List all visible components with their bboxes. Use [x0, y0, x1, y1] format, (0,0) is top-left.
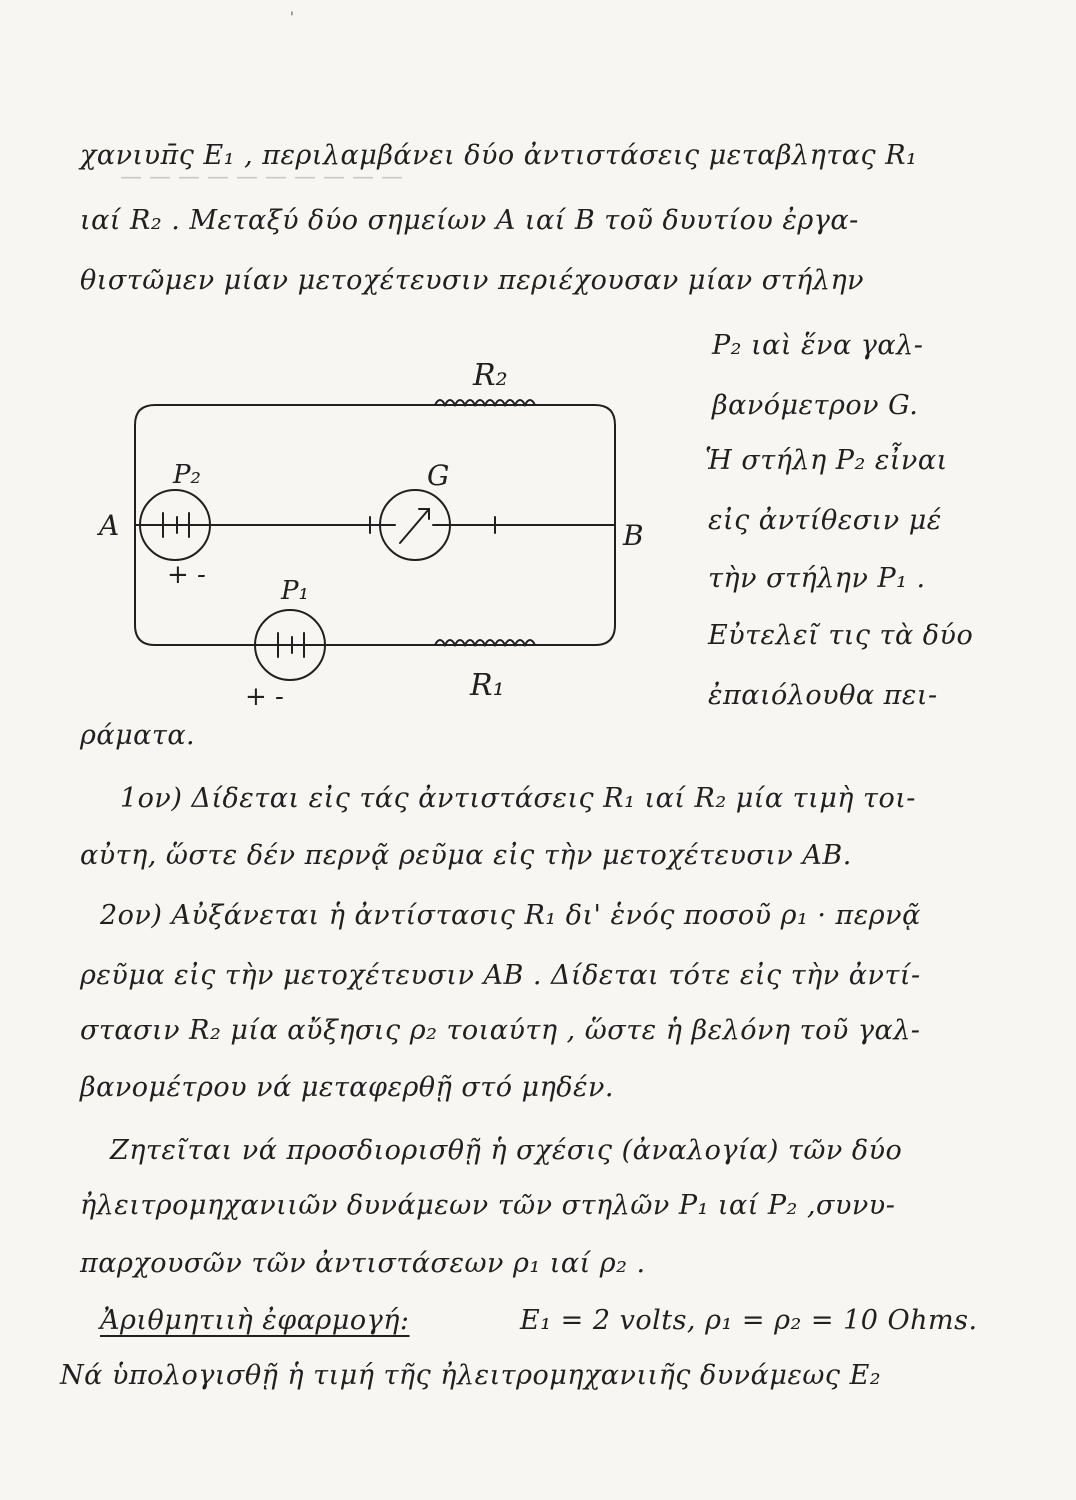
text-line-1: χανιυπ̄ς E₁ , περιλαμβάνει δύο ἀντιστάσεις μεταβλητας R₁ — [80, 140, 918, 171]
label-a: A — [99, 509, 120, 542]
galvanometer-needle — [400, 509, 429, 543]
circuit-diagram — [95, 355, 685, 715]
label-plus-minus-top: + - — [167, 560, 206, 590]
text-line-14: 2ον) Αὐξάνεται ἡ ἀντίστασις R₁ δι' ἑνός ποσοῦ ρ₁ · περνᾷ — [100, 900, 921, 931]
text-line-17: βανομέτρου νά μεταφερθῇ στό μηδέν. — [80, 1072, 614, 1103]
label-r2: R₂ — [473, 358, 508, 393]
label-g: G — [427, 459, 450, 492]
text-line-5: βανόμετρον G. — [712, 390, 919, 421]
document-page: — — — — — — — — — — ' χανιυπ̄ς E₁ , περιλαμβάνει δύο ἀντιστάσεις μεταβλητας R₁ ιαί R₂ . Μεταξύ δύο σημείων A ιαί B τοῦ δυυτίου ἐργα- θιστῶμεν μίαν μετοχέτευσιν περιέχουσαν μίαν στήλην P₂ ιαὶ ἕνα γαλ- βανόμετρον G. Ἡ στήλη P₂ εἶναι εἰς ἀντίθεσιν μέ τὴν στήλην P₁ . Εὐτελεῖ τις τὰ δύο ἐπαιόλουθα πει- ράματα. R₂ R₁ P₂ G A B + - P₁ + - 1ον) Δίδεται εἰς τάς ἀντιστάσεις R₁ ιαί R₂ μία τιμὴ τοι- αὐτη, ὥστε δέν περνᾷ ρεῦμα εἰς τὴν μετοχέτευσιν AB. 2ον) Αὐξάνεται ἡ ἀντίστασις R₁ δι' ἑνός ποσοῦ ρ₁ · περνᾷ ρεῦμα εἰς τὴν μετοχέτευσιν AB . Δίδεται τότε εἰς τὴν ἀντί- στασιν R₂ μία αὔξησις ρ₂ τοιαύτη , ὥστε ἡ βελόνη τοῦ γαλ- βανομέτρου νά μεταφερθῇ στό μηδέν. Ζητεῖται νά προσδιορισθῇ ἡ σχέσις (ἀναλογία) τῶν δύο ἠλειτρομηχανιιῶν δυνάμεων τῶν στηλῶν P₁ ιαί P₂ ,συνυ- παρχουσῶν τῶν ἀντιστάσεων ρ₁ ιαί ρ₂ . Ἀριθμητιιὴ ἐφαρμογή: E₁ = 2 volts, ρ₁ = ρ₂ = 10 Ohms. Νά ὑπολογισθῇ ἡ τιμή τῆς ἠλειτρομηχανιιῆς δυνάμεως E₂ — [60, 10, 978, 1391]
text-line-4: P₂ ιαὶ ἕνα γαλ- — [712, 330, 924, 361]
text-line-6: Ἡ στήλη P₂ εἶναι — [705, 445, 948, 476]
text-line-23: Νά ὑπολογισθῇ ἡ τιμή τῆς ἠλειτρομηχανιιῆς δυνάμεως E₂ — [60, 1360, 882, 1391]
label-plus-minus-bottom: + - — [245, 682, 284, 712]
text-line-12: 1ον) Δίδεται εἰς τάς ἀντιστάσεις R₁ ιαί R₂ μία τιμὴ τοι- — [120, 783, 916, 814]
label-b: B — [623, 519, 644, 552]
text-line-15: ρεῦμα εἰς τὴν μετοχέτευσιν AB . Δίδεται τότε εἰς τὴν ἀντί- — [80, 960, 921, 991]
text-line-10: ἐπαιόλουθα πει- — [708, 680, 938, 711]
text-line-7: εἰς ἀντίθεσιν μέ — [708, 505, 942, 536]
text-line-13: αὐτη, ὥστε δέν περνᾷ ρεῦμα εἰς τὴν μετοχέτευσιν AB. — [80, 840, 852, 871]
page-mark: ' — [290, 10, 294, 26]
text-line-2: ιαί R₂ . Μεταξύ δύο σημείων A ιαί B τοῦ δυυτίου ἐργα- — [80, 205, 859, 236]
text-line-11: ράματα. — [80, 720, 196, 751]
text-line-22: E₁ = 2 volts, ρ₁ = ρ₂ = 10 Ohms. — [520, 1305, 978, 1336]
text-line-19: ἠλειτρομηχανιιῶν δυνάμεων τῶν στηλῶν P₁ ιαί P₂ ,συνυ- — [80, 1190, 896, 1221]
label-p2: P₂ — [173, 460, 201, 490]
text-line-20: παρχουσῶν τῶν ἀντιστάσεων ρ₁ ιαί ρ₂ . — [80, 1248, 646, 1279]
text-line-16: στασιν R₂ μία αὔξησις ρ₂ τοιαύτη , ὥστε ἡ βελόνη τοῦ γαλ- — [80, 1015, 921, 1046]
label-p1: P₁ — [281, 576, 309, 606]
text-line-8: τὴν στήλην P₁ . — [708, 563, 926, 594]
text-line-9: Εὐτελεῖ τις τὰ δύο — [708, 620, 974, 651]
text-line-18: Ζητεῖται νά προσδιορισθῇ ἡ σχέσις (ἀναλογία) τῶν δύο — [110, 1135, 903, 1166]
label-r1: R₁ — [470, 668, 505, 703]
text-line-3: θιστῶμεν μίαν μετοχέτευσιν περιέχουσαν μίαν στήλην — [80, 265, 865, 296]
numerical-application-heading: Ἀριθμητιιὴ ἐφαρμογή: — [100, 1305, 410, 1336]
